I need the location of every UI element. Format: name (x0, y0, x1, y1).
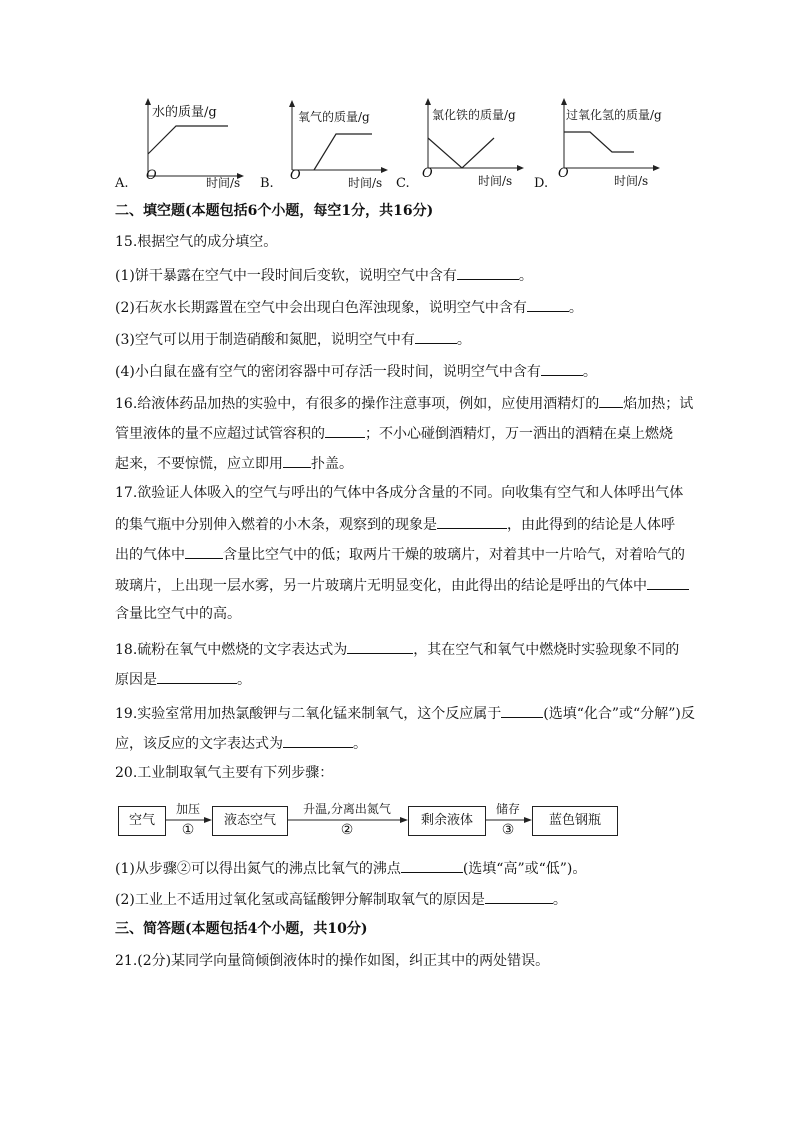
q15-part1-text: (1)饼干暴露在空气中一段时间后变软，说明空气中含有 (115, 268, 457, 284)
q15-part2-end: 。 (568, 300, 583, 316)
flow-arrow-1-step: ① (181, 822, 195, 838)
q16-line2-text: 管里液体的量不应超过试管容积的 (115, 426, 325, 442)
q18-line1 (115, 639, 679, 659)
q17-line4 (115, 575, 689, 595)
q18-line1-text: 18.硫粉在氧气中燃烧的文字表达式为 (115, 642, 348, 658)
answer-blank[interactable] (185, 544, 223, 559)
q18-line1-rest: ，其在空气和氧气中燃烧时实验现象不同的 (413, 642, 680, 658)
graph-d-origin: O (558, 166, 569, 181)
q21-text: 21.(2分)某同学向量筒倾倒液体时的操作如图，纠正其中的两处错误。 (115, 953, 550, 969)
graph-d-ylabel: 过氧化氢的质量/g (566, 108, 662, 122)
q15-part3 (115, 329, 471, 349)
q15-part4-text: (4)小白鼠在盛有空气的密闭容器中可存活一段时间，说明空气中含有 (115, 364, 541, 380)
q15-part3-end: 。 (456, 332, 471, 348)
q15-part4-end: 。 (582, 364, 597, 380)
graph-b-curve (314, 134, 372, 170)
q19-line1-rest: (选填“化合”或“分解”)反 (543, 706, 695, 722)
answer-blank[interactable] (647, 575, 689, 590)
q17-line3-rest: 含量比空气中的低；取两片干燥的玻璃片，对着其中一片哈气，对着哈气的 (223, 547, 685, 563)
q16-line2-rest: ；不小心碰倒酒精灯，万一洒出的酒精在桌上燃烧 (365, 426, 673, 442)
section3-heading: 三、简答题(本题包括4个小题，共10分) (115, 921, 368, 937)
graph-c-xlabel: 时间/s (478, 174, 513, 188)
q16-line1-rest: 焰加热；试 (623, 396, 694, 412)
graph-a-letter: A. (115, 176, 129, 191)
answer-blank[interactable] (501, 703, 543, 718)
q15-part1-end: 。 (518, 268, 533, 284)
flow-diagram (118, 802, 618, 846)
q20-part1-text: (1)从步骤②可以得出氮气的沸点比氧气的沸点 (115, 861, 401, 877)
graph-c-curve (428, 138, 494, 168)
q19-line1 (115, 703, 695, 723)
q15-part2 (115, 297, 583, 317)
graph-d-curve (564, 132, 634, 152)
graph-b-xlabel: 时间/s (348, 176, 383, 190)
q18-line2 (115, 669, 251, 689)
graph-c-letter: C. (396, 176, 410, 191)
flow-box-air: 空气 (118, 806, 166, 836)
graph-b-ylabel: 氧气的质量/g (298, 110, 370, 124)
q15-part4 (115, 361, 597, 381)
graph-d-xlabel: 时间/s (614, 174, 649, 188)
flow-box-remaining-liquid: 剩余液体 (408, 806, 486, 836)
graph-b-origin: O (290, 168, 301, 183)
answer-blank[interactable] (283, 733, 353, 748)
graph-a-ylabel: 水的质量/g (152, 105, 217, 120)
answer-blank[interactable] (485, 889, 553, 904)
q18-line2-end: 。 (237, 672, 251, 688)
graph-c-origin: O (422, 166, 433, 181)
graph-a-xlabel: 时间/s (206, 176, 241, 190)
graph-b-letter: B. (260, 176, 274, 191)
q17-line3 (115, 544, 685, 564)
q20-part2-text: (2)工业上不适用过氧化氢或高锰酸钾分解制取氧气的原因是 (115, 892, 485, 908)
flow-arrow-2-step: ② (340, 822, 354, 838)
answer-blank[interactable] (325, 423, 365, 438)
flow-arrow-1-label: 加压 (175, 802, 200, 816)
q19-line2-text: 应，该反应的文字表达式为 (115, 736, 283, 752)
flow-box-blue-cylinder: 蓝色钢瓶 (532, 806, 618, 836)
q19-line1-text: 19.实验室常用加热氯酸钾与二氧化锰来制氧气，这个反应属于 (115, 706, 502, 722)
q16-line3 (115, 453, 353, 473)
q15-part2-text: (2)石灰水长期露置在空气中会出现白色浑浊现象，说明空气中含有 (115, 300, 527, 316)
q17-line1: 17.欲验证人体吸入的空气与呼出的气体中各成分含量的不同。向收集有空气和人体呼出气体 (115, 485, 684, 501)
answer-blank[interactable] (541, 361, 583, 376)
graph-c-ylabel: 氯化铁的质量/g (432, 108, 516, 122)
q17-line2-rest: ，由此得到的结论是人体呼 (507, 517, 675, 533)
q19-line2-end: 。 (353, 736, 367, 752)
flow-arrow-3-label: 储存 (495, 802, 520, 816)
q20-part1 (115, 858, 586, 878)
q20-part1-rest: (选填“高”或“低”)。 (462, 861, 587, 877)
q15-stem: 15.根据空气的成分填空。 (115, 234, 278, 250)
q17-line5: 含量比空气中的高。 (115, 606, 241, 622)
q18-line2-text: 原因是 (115, 672, 157, 688)
answer-blank[interactable] (437, 514, 507, 529)
flow-arrow-3-step: ③ (501, 822, 515, 838)
answer-blank[interactable] (157, 669, 237, 684)
graph-d-letter: D. (534, 176, 549, 191)
section2-heading: 二、填空题(本题包括6个小题，每空1分，共16分) (115, 203, 434, 219)
q16-line3-rest: 扑盖。 (311, 456, 353, 472)
answer-blank[interactable] (527, 297, 569, 312)
q15-part3-text: (3)空气可以用于制造硝酸和氮肥，说明空气中有 (115, 332, 415, 348)
flow-box-liquid-air: 液态空气 (212, 806, 288, 836)
answer-blank[interactable] (401, 858, 463, 873)
graph-a-origin: O (146, 168, 157, 183)
q17-line4-text: 玻璃片，上出现一层水雾，另一片玻璃片无明显变化，由此得出的结论是呼出的气体中 (115, 578, 647, 594)
q16-line1-text: 16.给液体药品加热的实验中，有很多的操作注意事项，例如，应使用酒精灯的 (115, 396, 600, 412)
answer-blank[interactable] (283, 453, 311, 468)
q17-line2-text: 的集气瓶中分别伸入燃着的小木条，观察到的现象是 (115, 517, 437, 533)
q17-line2 (115, 514, 675, 534)
flow-arrow-2-label: 升温,分离出氮气 (303, 802, 391, 816)
q15-part1 (115, 265, 533, 285)
q17-line3-text: 出的气体中 (115, 547, 185, 563)
answer-blank[interactable] (457, 265, 519, 280)
answer-blank[interactable] (599, 393, 623, 408)
q16-line2 (115, 423, 673, 443)
answer-blank[interactable] (415, 329, 457, 344)
q16-line3-text: 起来，不要惊慌，应立即用 (115, 456, 283, 472)
answer-blank[interactable] (347, 639, 413, 654)
q20-stem: 20.工业制取氧气主要有下列步骤： (115, 765, 334, 781)
q19-line2 (115, 733, 367, 753)
graph-a-curve (148, 126, 228, 154)
q20-part2-end: 。 (552, 892, 567, 908)
q20-part2 (115, 889, 567, 909)
q16-line1 (115, 393, 693, 413)
